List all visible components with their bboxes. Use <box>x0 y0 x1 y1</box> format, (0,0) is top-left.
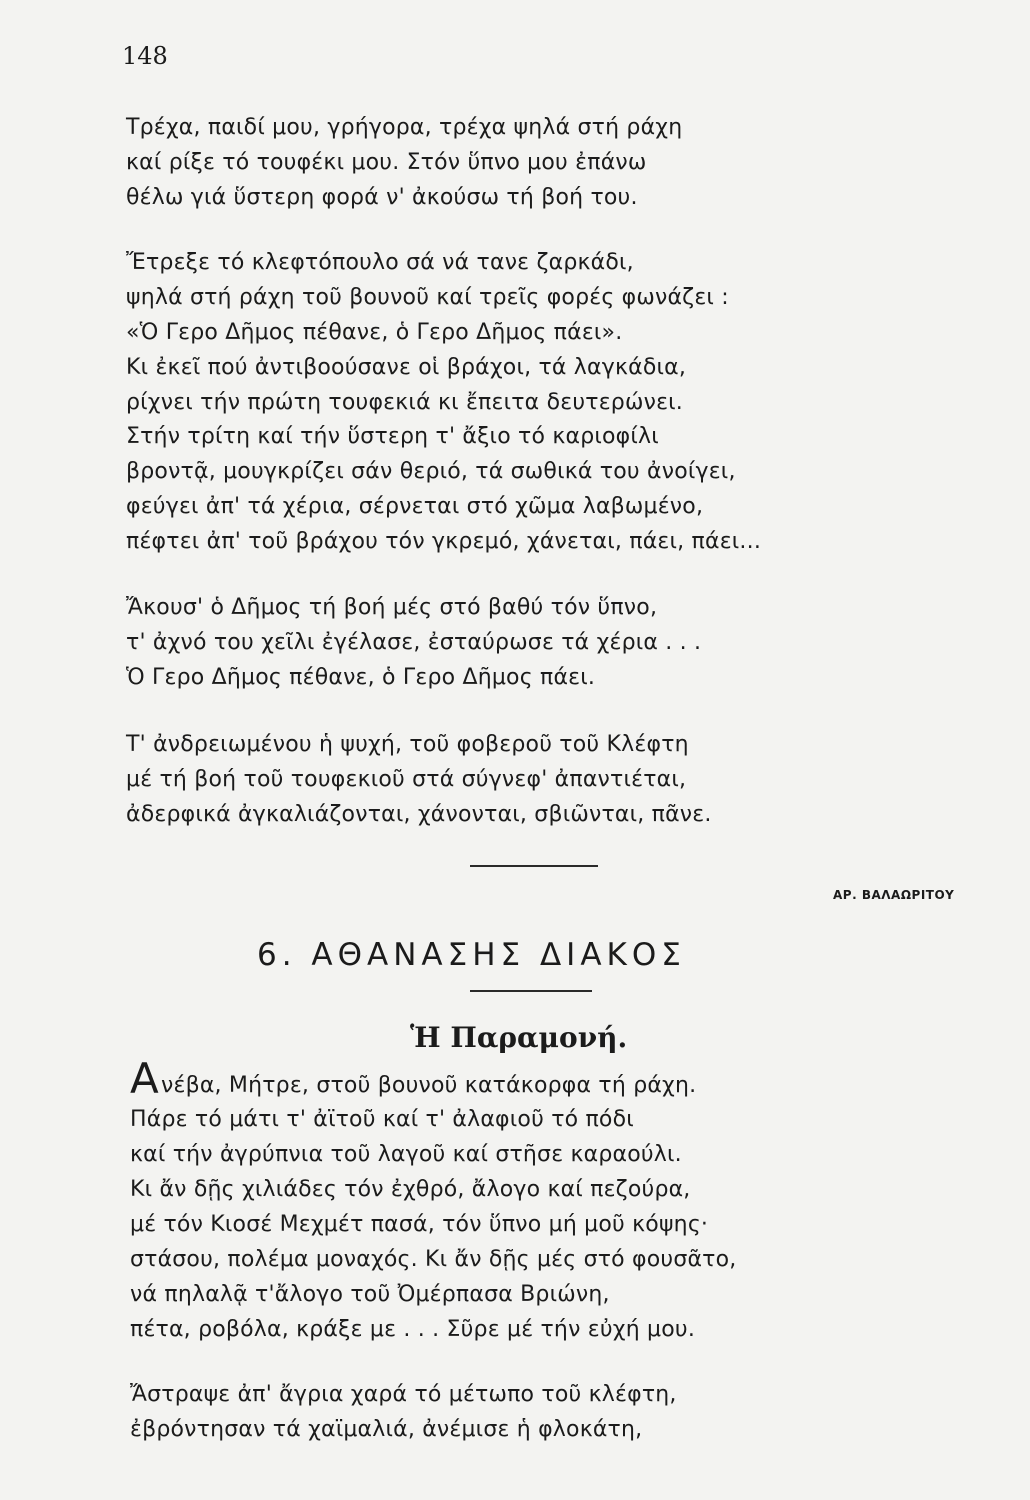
poem-line: ψηλά στή ράχη τοῦ βουνοῦ καί τρεῖς φορές φωνάζει : <box>126 285 729 310</box>
poem-line: στάσου, πολέμα μοναχός. Κι ἄν δῇς μές στό φουσᾶτο, <box>130 1247 737 1272</box>
poem-line: Πάρε τό μάτι τ' ἀϊτοῦ καί τ' ἀλαφιοῦ τό πόδι <box>130 1107 634 1132</box>
poem-line: πέφτει ἀπ' τοῦ βράχου τόν γκρεμό, χάνεται, πάει, πάει... <box>126 529 762 554</box>
poem-line: «Ὁ Γερο Δῆμος πέθανε, ὁ Γερο Δῆμος πάει». <box>126 320 623 345</box>
poem-line: καί ρίξε τό τουφέκι μου. Στόν ὕπνο μου ἐπάνω <box>126 150 647 175</box>
poem-line: μέ τή βοή τοῦ τουφεκιοῦ στά σύγνεφ' ἀπαντιέται, <box>126 767 687 792</box>
poem-line: Τρέχα, παιδί μου, γρήγορα, τρέχα ψηλά στή ράχη <box>126 115 683 140</box>
poem-line: Ὁ Γερο Δῆμος πέθανε, ὁ Γερο Δῆμος πάει. <box>126 665 596 690</box>
poem-line: Ἄστραψε ἀπ' ἄγρια χαρά τό μέτωπο τοῦ κλέφτη, <box>130 1382 677 1407</box>
drop-cap: Α <box>130 1054 159 1103</box>
poem-line: καί τήν ἀγρύπνια τοῦ λαγοῦ καί στῆσε καραούλι. <box>130 1142 682 1167</box>
poem-line: ἐβρόντησαν τά χαϊμαλιά, ἀνέμισε ἡ φλοκάτη, <box>130 1417 643 1442</box>
poem-line: φεύγει ἀπ' τά χέρια, σέρνεται στό χῶμα λαβωμένο, <box>126 494 704 519</box>
separator-rule <box>470 990 592 992</box>
poem-line: Τ' ἀνδρειωμένου ἡ ψυχή, τοῦ φοβεροῦ τοῦ Κλέφτη <box>126 732 689 757</box>
poem-line: ἀδερφικά ἀγκαλιάζονται, χάνονται, σβιῶνται, πᾶνε. <box>126 802 712 827</box>
author-attribution: ΑΡ. ΒΑΛΑΩΡΙΤΟΥ <box>833 888 955 902</box>
poem-line: πέτα, ροβόλα, κράξε με . . . Σῦρε μέ τήν εὐχή μου. <box>130 1317 696 1342</box>
poem-line: Στήν τρίτη καί τήν ὕστερη τ' ἄξιο τό καριοφίλι <box>126 424 659 449</box>
poem-line: βροντᾷ, μουγκρίζει σάν θεριό, τά σωθικά του ἀνοίγει, <box>126 459 736 484</box>
poem-line: ρίχνει τήν πρώτη τουφεκιά κι ἔπειτα δευτερώνει. <box>126 390 684 415</box>
poem-line: Κι ἄν δῇς χιλιάδες τόν ἐχθρό, ἄλογο καί πεζούρα, <box>130 1177 691 1202</box>
separator-rule <box>470 865 598 867</box>
poem-line: μέ τόν Κιοσέ Μεχμέτ πασά, τόν ὕπνο μή μοῦ κόψης· <box>130 1212 709 1237</box>
page-number: 148 <box>122 42 168 70</box>
poem-line: θέλω γιά ὕστερη φορά ν' ἀκούσω τή βοή του. <box>126 185 638 210</box>
poem-line: Ἔτρεξε τό κλεφτόπουλο σά νά τανε ζαρκάδι, <box>126 250 634 275</box>
poem-line: νά πηλαλᾷ τ'ἄλογο τοῦ Ὀμέρπασα Βριώνη, <box>130 1282 610 1307</box>
poem-line: τ' ἀχνό του χεῖλι ἐγέλασε, ἐσταύρωσε τά χέρια . . . <box>126 630 702 655</box>
section-heading: 6. ΑΘΑΝΑΣΗΣ ΔΙΑΚΟΣ <box>257 937 686 973</box>
poem-subtitle: Ἡ Παραμονή. <box>410 1021 628 1054</box>
poem-line: Κι ἐκεῖ πού ἀντιβοούσανε οἱ βράχοι, τά λαγκάδια, <box>126 355 687 380</box>
poem-line: Ἄκουσ' ὁ Δῆμος τή βοή μές στό βαθύ τόν ὕπνο, <box>126 595 658 620</box>
poem-line: νέβα, Μήτρε, στοῦ βουνοῦ κατάκορφα τή ράχη. <box>161 1073 697 1098</box>
